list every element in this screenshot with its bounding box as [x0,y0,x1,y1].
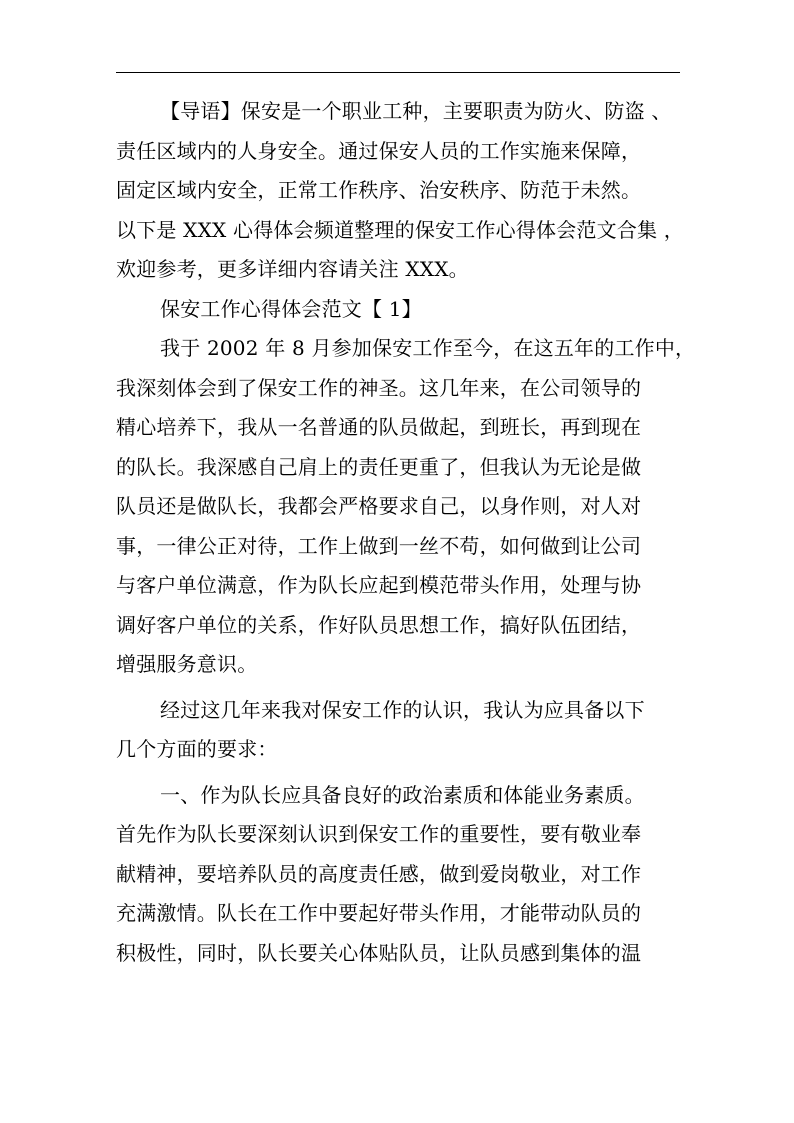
intro-line: 固定区域内安全，正常工作秩序、治安秩序、防范于未然。 [116,178,642,202]
intro-line: 责任区域内的人身安全。通过保安人员的工作实施来保障， [116,138,642,163]
paragraph-line: 充满激情。队长在工作中要起好带头作用，才能带动队员的 [116,901,642,925]
intro-paragraph [116,92,684,290]
paragraph-line: 队员还是做队长，我都会严格要求自己，以身作则，对人对 [116,494,642,518]
paragraph-line: 调好客户单位的关系，作好队员思想工作，搞好队伍团结， [116,612,642,637]
paragraph-1 [116,329,696,685]
paragraph-line: 事，一律公正对待，工作上做到一丝不苟，如何做到让公司 [116,533,642,558]
paragraph-3 [116,776,680,974]
intro-line: 【导语】保安是一个职业工种，主要职责为防火、防盗 、 [160,99,672,123]
intro-line: 以下是 XXX 心得体会频道整理的保安工作心得体会范文合集 ， [116,217,684,242]
paragraph-line: 与客户单位满意，作为队长应起到模范带头作用，处理与协 [116,573,642,597]
paragraph-line: 几个方面的要求： [116,737,278,761]
paragraph-line: 我深刻体会到了保安工作的神圣。这几年来，在公司领导的 [116,375,642,400]
paragraph-line: 首先作为队长要深刻认识到保安工作的重要性，要有敬业奉 [116,822,642,846]
paragraph-line: 我于 2002 年 8 月参加保安工作至今，在这五年的工作中， [160,336,696,360]
document-body [116,92,696,973]
paragraph-line: 献精神，要培养队员的高度责任感，做到爱岗敬业，对工作 [116,861,642,886]
paragraph-line: 增强服务意识。 [116,652,258,676]
intro-line: 欢迎参考，更多详细内容请关注 XXX。 [116,257,469,281]
paragraph-line: 积极性，同时，队长要关心体贴队员，让队员感到集体的温 [116,940,642,965]
paragraph-line: 精心培养下，我从一名普通的队员做起，到班长，再到现在 [116,415,642,439]
paragraph-line: 经过这几年来我对保安工作的认识，我认为应具备以下 [160,697,645,722]
paragraph-line: 一、作为队长应具备良好的政治素质和体能业务素质。 [160,782,645,807]
paragraph-line: 的队长。我深感自己肩上的责任更重了，但我认为无论是做 [116,454,642,479]
header-rule [116,72,680,73]
section-title: 保安工作心得体会范文【 1】 [160,296,422,321]
paragraph-2 [116,691,680,770]
